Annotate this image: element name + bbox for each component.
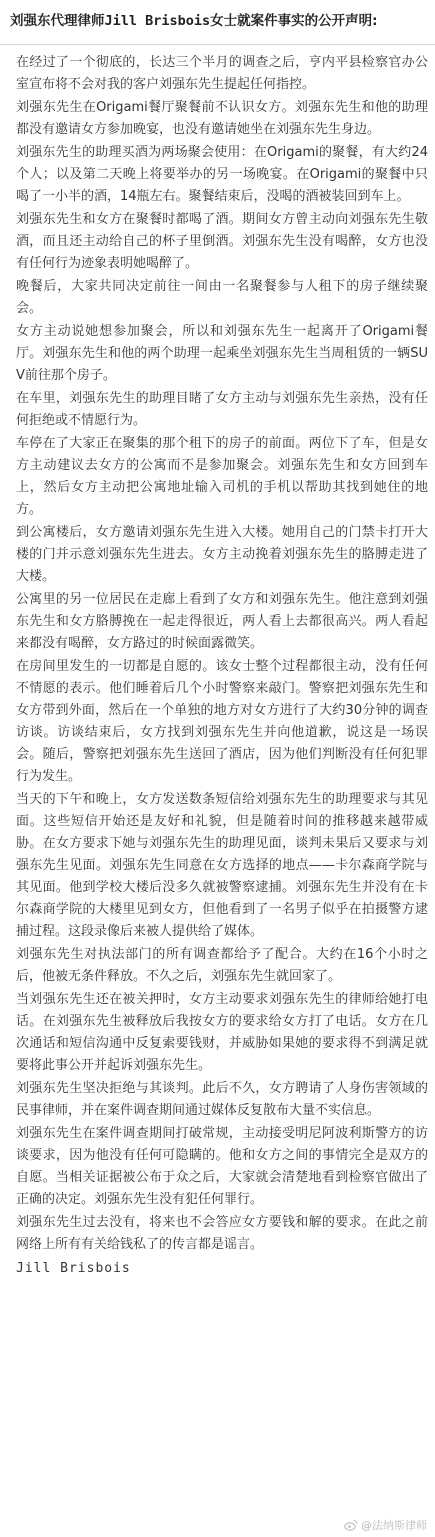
title-suffix: 女士就案件事实的公开声明: [210,13,378,29]
paragraph: 在房间里发生的一切都是自愿的。该女士整个过程都很主动，没有任何不情愿的表示。他们睡着后几个小时警察来敲门。警察把刘强东先生和女方带到外面，然后在一个单独的地方对女方进行了大约30分钟的调查访谈。访谈结束后，女方找到刘强东先生并向他道歉，说这是一场误会。随后，警察把刘强东先生送回了酒店，因为他们判断没有任何犯罪行为发生。 [16,659,428,784]
paragraph: 刘强东先生和女方在聚餐时都喝了酒。期间女方曾主动向刘强东先生敬酒，而且还主动给自己的杯子里倒酒。刘强东先生没有喝醉，女方也没有任何行为迹象表明她喝醉了。 [16,212,428,271]
title-divider [0,44,435,45]
paragraph: 刘强东先生过去没有，将来也不会答应女方要钱和解的要求。在此之前网络上所有有关给钱私了的传言都是谣言。 [16,1215,428,1252]
paragraph: 刘强东先生在Origami餐厅聚餐前不认识女方。刘强东先生和他的助理都没有邀请女方参加晚宴，也没有邀请她坐在刘强东先生身边。 [16,100,428,137]
paragraph: 在车里，刘强东先生的助理目睹了女方主动与刘强东先生亲热，没有任何拒绝或不情愿行为。 [16,391,428,428]
paragraph: 刘强东先生在案件调查期间打破常规，主动接受明尼阿波利斯警方的访谈要求，因为他没有任何可隐瞒的。他和女方之间的事情完全是双方的自愿。当相关证据被公布于众之后，大家就会清楚地看到检察官做出了正确的决定。刘强东先生没有犯任何罪行。 [16,1126,428,1207]
statement-title [10,12,430,30]
paragraph: 到公寓楼后，女方邀请刘强东先生进入大楼。她用自己的门禁卡打开大楼的门并示意刘强东先生进去。女方主动挽着刘强东先生的胳膊走进了大楼。 [16,525,428,584]
title-lawyer-name: Jill Brisbois [104,13,211,29]
paragraph: 刘强东先生对执法部门的所有调查都给予了配合。大约在16个小时之后，他被无条件释放。不久之后，刘强东先生就回家了。 [16,947,428,984]
watermark [344,1517,427,1533]
title-prefix: 刘强东代理律师 [10,13,105,29]
statement-body [16,52,428,1280]
paragraph: 在经过了一个彻底的，长达三个半月的调查之后，亨内平县检察官办公室宣布将不会对我的客户刘强东先生提起任何指控。 [16,55,428,92]
paragraph: 刘强东先生坚决拒绝与其谈判。此后不久，女方聘请了人身伤害领域的民事律师，并在案件调查期间通过媒体反复散布大量不实信息。 [16,1081,428,1118]
paragraph: 车停在了大家正在聚集的那个租下的房子的前面。两位下了车，但是女方主动建议去女方的公寓而不是参加聚会。刘强东先生和女方回到车上，然后女方主动把公寓地址输入司机的手机以帮助其找到她住的地方。 [16,436,428,517]
paragraph: 刘强东先生的助理买酒为两场聚会使用：在Origami的聚餐，有大约24个人；以及第二天晚上将要举办的另一场晚宴。在Origami的聚餐中只喝了一小半的酒，14瓶左右。聚餐结束后，没喝的酒被装回到车上。 [16,145,428,204]
weibo-icon [344,1519,358,1531]
paragraph: 晚餐后，大家共同决定前往一间由一名聚餐参与人租下的房子继续聚会。 [16,279,428,316]
paragraph: 女方主动说她想参加聚会，所以和刘强东先生一起离开了Origami餐厅。刘强东先生和他的两个助理一起乘坐刘强东先生当周租赁的一辆SUV前往那个房子。 [16,324,428,383]
paragraph: 当刘强东先生还在被关押时，女方主动要求刘强东先生的律师给她打电话。在刘强东先生被释放后我按女方的要求给女方打了电话。女方在几次通话和短信沟通中反复索要钱财，并威胁如果她的要求得不到满足就要将此事公开并起诉刘强东先生。 [16,992,428,1073]
paragraph: 公寓里的另一位居民在走廊上看到了女方和刘强东先生。他注意到刘强东先生和女方胳膊挽在一起走得很近，两人看上去都很高兴。两人看起来都没有喝醉，女方路过的时候面露微笑。 [16,592,428,651]
watermark-text: @法纳斯律师 [361,1519,427,1532]
paragraph: 当天的下午和晚上，女方发送数条短信给刘强东先生的助理要求与其见面。这些短信开始还是友好和礼貌，但是随着时间的推移越来越带威胁。在女方要求下她与刘强东先生的助理见面，谈判未果后又要求与刘强东先生见面。刘强东先生同意在女方选择的地点——卡尔森商学院与其见面。他到学校大楼后没多久就被警察逮捕。刘强东先生并没有在卡尔森商学院的大楼里见到女方，但他看到了一名男子似乎在拍摄警方逮捕过程。这段录像后来被人提供给了媒体。 [16,792,428,939]
signature: Jill Brisbois [16,1261,131,1276]
